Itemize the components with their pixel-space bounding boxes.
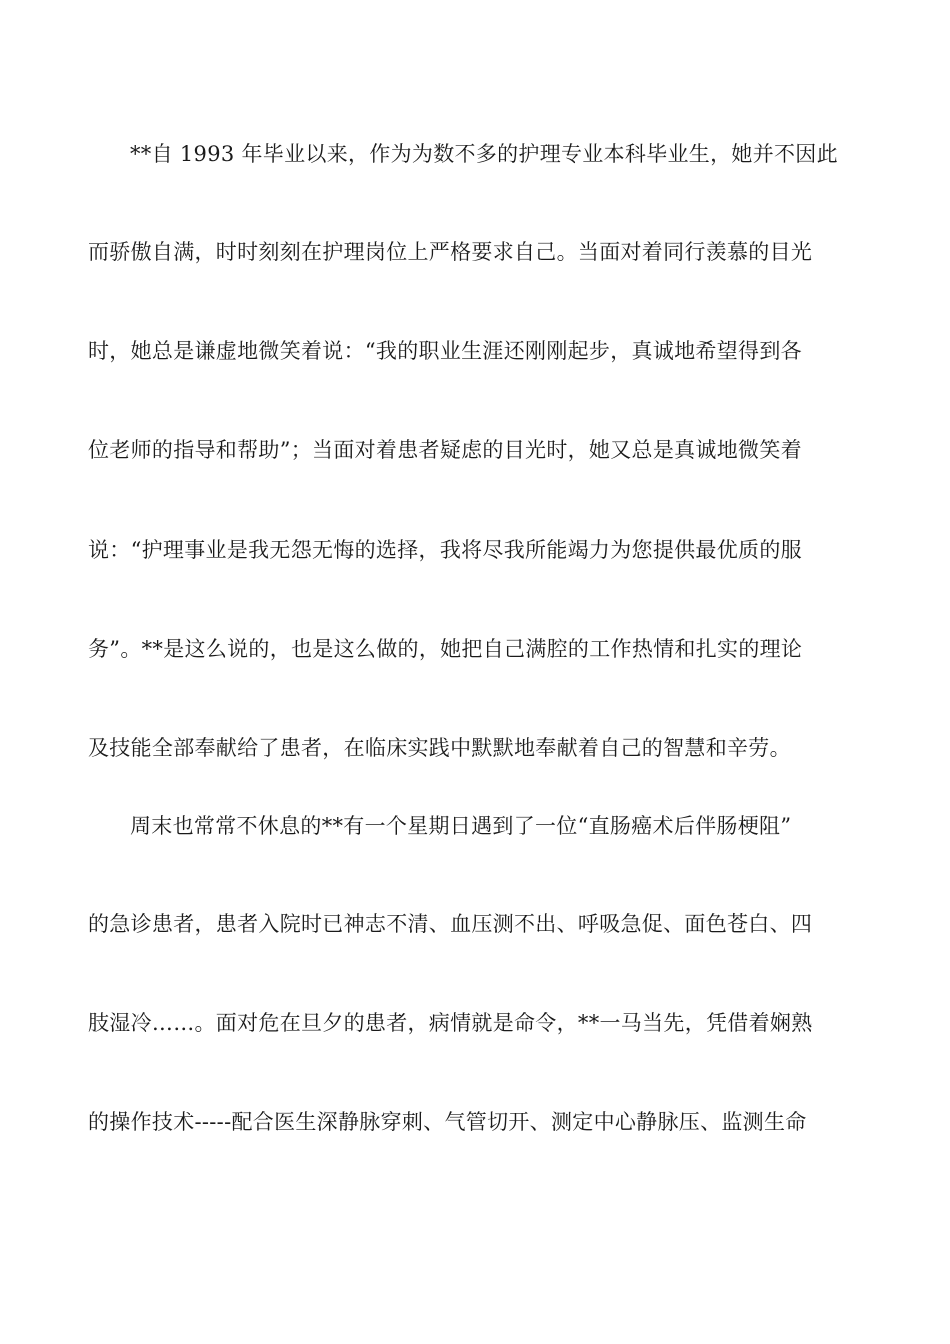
text-line: 位老师的指导和帮助”；当面对着患者疑虑的目光时，她又总是真诚地微笑着 [88, 438, 802, 462]
text-line: 而骄傲自满，时时刻刻在护理岗位上严格要求自己。当面对着同行羡慕的目光 [88, 240, 813, 264]
text-line: **自 1993 年毕业以来，作为为数不多的护理专业本科毕业生，她并不因此 [130, 142, 838, 166]
text-line: 务”。**是这么说的，也是这么做的，她把自己满腔的工作热情和扎实的理论 [88, 637, 803, 661]
text-line: 时，她总是谦虚地微笑着说：“我的职业生涯还刚刚起步，真诚地希望得到各 [88, 339, 802, 363]
text-line: 的操作技术-----配合医生深静脉穿刺、气管切开、测定中心静脉压、监测生命 [88, 1110, 807, 1134]
text-line: 说：“护理事业是我无怨无悔的选择，我将尽我所能竭力为您提供最优质的服 [88, 538, 802, 562]
text-line: 周末也常常不休息的**有一个星期日遇到了一位“直肠癌术后伴肠梗阻” [130, 814, 792, 838]
text-line: 肢湿冷……。面对危在旦夕的患者，病情就是命令，**一马当先，凭借着娴熟 [88, 1011, 813, 1035]
text-line: 及技能全部奉献给了患者，在临床实践中默默地奉献着自己的智慧和辛劳。 [88, 736, 791, 760]
text-line: 的急诊患者，患者入院时已神志不清、血压测不出、呼吸急促、面色苍白、四 [88, 912, 813, 936]
